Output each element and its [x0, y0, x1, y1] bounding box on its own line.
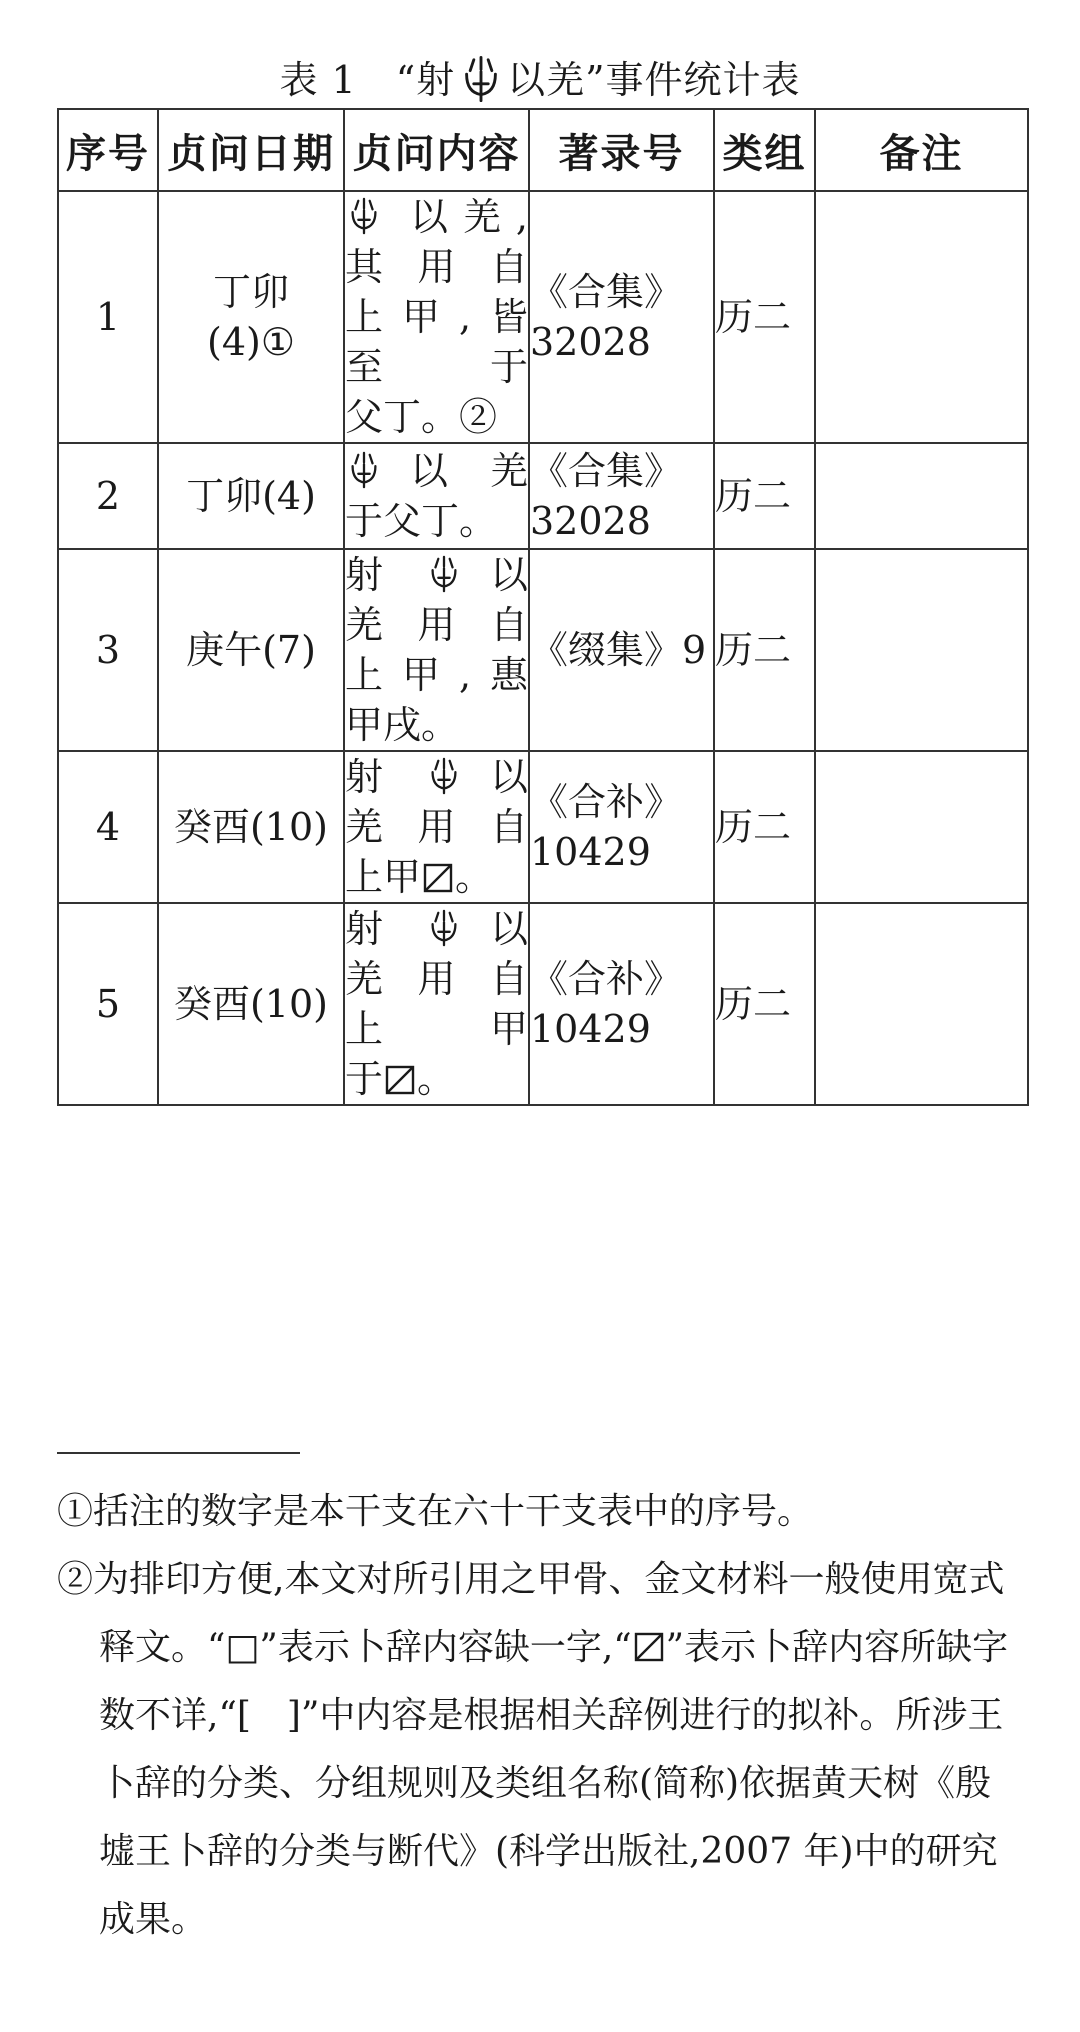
cell-note	[815, 443, 1028, 549]
cell-date	[158, 191, 344, 443]
content-line	[345, 550, 528, 600]
cell-seq	[58, 903, 158, 1105]
cell-date	[158, 903, 344, 1105]
content-text: 于	[345, 1057, 384, 1101]
cell-seq	[58, 549, 158, 751]
header-seq: 序号	[58, 109, 158, 191]
group-label: 历二	[715, 474, 792, 518]
content-text: 羌 用 自	[345, 603, 528, 647]
content-text: 羌 用 自	[345, 805, 528, 849]
lacuna-box-icon	[385, 1065, 415, 1095]
seq-number: 3	[95, 628, 121, 672]
reference-line: 10429	[530, 1007, 651, 1051]
seq-number: 2	[95, 474, 121, 518]
group-label: 历二	[715, 805, 792, 849]
cell-reference	[529, 549, 714, 751]
footnote-2-part-a: ②为排印方便,本文对所引用之甲骨、金文材料一般使用宽式释文。“□”表示卜辞内容缺一字,“	[57, 1559, 1005, 1668]
reference-line: 《合集》	[530, 449, 683, 493]
footnote-rule	[57, 1452, 300, 1454]
content-text: 父丁。②	[345, 395, 498, 439]
content-text: 。	[455, 855, 494, 899]
group-label: 历二	[715, 628, 792, 672]
content-text: 其 用 自	[345, 245, 528, 289]
footnote-2	[57, 1546, 1027, 1954]
cell-note	[815, 191, 1028, 443]
oracle-bone-character-icon	[425, 756, 463, 796]
oracle-bone-character-icon	[457, 55, 505, 103]
table-row	[58, 549, 1028, 751]
content-line	[345, 852, 528, 902]
content-line	[345, 496, 528, 546]
cell-note	[815, 751, 1028, 903]
cell-date	[158, 549, 344, 751]
content-line	[345, 904, 528, 954]
cell-group	[714, 751, 815, 903]
date-line: 丁卯(4)	[186, 474, 316, 518]
oracle-bone-character-icon	[345, 450, 383, 490]
content-text: 上 甲	[345, 1007, 528, 1051]
content-line	[345, 292, 528, 342]
content-text: 羌 用 自	[345, 957, 528, 1001]
content-line	[345, 392, 528, 442]
caption-suffix: 以羌”事件统计表	[507, 58, 801, 102]
table-row	[58, 751, 1028, 903]
cell-reference	[529, 443, 714, 549]
cell-content	[344, 549, 529, 751]
cell-seq	[58, 191, 158, 443]
seq-number: 5	[95, 982, 121, 1026]
reference-line: 10429	[530, 830, 651, 874]
header-content: 贞问内容	[344, 109, 529, 191]
date-line: 丁卯	[212, 270, 289, 314]
content-line	[345, 446, 528, 496]
content-line	[345, 192, 528, 242]
cell-seq	[58, 443, 158, 549]
reference-line: 32028	[530, 320, 651, 364]
table-row	[58, 443, 1028, 549]
content-line	[345, 242, 528, 292]
cell-content	[344, 903, 529, 1105]
content-line	[345, 700, 528, 750]
content-line	[345, 1054, 528, 1104]
cell-date	[158, 751, 344, 903]
reference-line: 《合补》	[530, 957, 683, 1001]
content-line	[345, 752, 528, 802]
content-text: 上甲,惠	[345, 653, 528, 697]
cell-reference	[529, 191, 714, 443]
content-text: 。	[417, 1057, 456, 1101]
seq-number: 4	[95, 805, 121, 849]
cell-group	[714, 549, 815, 751]
reference-line: 32028	[530, 499, 651, 543]
content-line	[345, 954, 528, 1004]
cell-group	[714, 191, 815, 443]
table-caption	[0, 52, 1080, 108]
content-text: 以	[489, 907, 528, 951]
header-note: 备注	[815, 109, 1028, 191]
header-date: 贞问日期	[158, 109, 344, 191]
content-line	[345, 600, 528, 650]
content-text: 甲戌。	[345, 703, 460, 747]
oracle-bone-character-icon	[345, 196, 383, 236]
table-body	[58, 191, 1028, 1105]
footnotes	[57, 1478, 1027, 1954]
content-line	[345, 342, 528, 392]
cell-group	[714, 443, 815, 549]
content-text: 射	[345, 553, 398, 597]
table-header-row	[58, 109, 1028, 191]
header-ref: 著录号	[529, 109, 714, 191]
content-text: 于父丁。	[345, 499, 498, 543]
content-text: 以 羌	[410, 449, 528, 493]
cell-content	[344, 443, 529, 549]
date-line: (4)①	[207, 320, 295, 364]
event-statistics-table	[57, 108, 1029, 1106]
table-row	[58, 191, 1028, 443]
reference-line: 《合补》	[530, 780, 683, 824]
content-text: 以	[489, 755, 528, 799]
oracle-bone-character-icon	[425, 554, 463, 594]
content-text: 至 于	[345, 345, 528, 389]
reference-line: 《缀集》9	[530, 628, 707, 672]
date-line: 庚午(7)	[186, 628, 316, 672]
header-group: 类组	[714, 109, 815, 191]
footnote-1: ①括注的数字是本干支在六十干支表中的序号。	[57, 1491, 814, 1532]
cell-content	[344, 191, 529, 443]
cell-group	[714, 903, 815, 1105]
content-text: 以羌,	[410, 195, 528, 239]
date-line: 癸酉(10)	[173, 805, 328, 849]
cell-reference	[529, 903, 714, 1105]
cell-content	[344, 751, 529, 903]
group-label: 历二	[715, 295, 792, 339]
cell-seq	[58, 751, 158, 903]
footnote-2-part-b: ”表示卜辞内容所缺字数不详,“[ ]”中内容是根据相关辞例进行的拟补。所涉王卜辞的分类、分组规则及类组名称(简称)依据黄天树《殷墟王卜辞的分类与断代》(科学出版社,2007 年)中的研究成果。	[99, 1627, 1009, 1940]
content-text: 以	[489, 553, 528, 597]
oracle-bone-character-icon	[425, 908, 463, 948]
date-line: 癸酉(10)	[173, 982, 328, 1026]
content-line	[345, 802, 528, 852]
content-text: 上甲,皆	[345, 295, 528, 339]
content-text: 射	[345, 907, 398, 951]
group-label: 历二	[715, 982, 792, 1026]
cell-note	[815, 903, 1028, 1105]
content-text: 射	[345, 755, 398, 799]
content-line	[345, 1004, 528, 1054]
cell-reference	[529, 751, 714, 903]
content-text: 上甲	[345, 855, 422, 899]
cell-date	[158, 443, 344, 549]
content-line	[345, 650, 528, 700]
table-row	[58, 903, 1028, 1105]
lacuna-box-icon	[423, 863, 453, 893]
seq-number: 1	[95, 295, 121, 339]
lacuna-box-icon	[634, 1632, 664, 1662]
reference-line: 《合集》	[530, 270, 683, 314]
cell-note	[815, 549, 1028, 751]
caption-prefix: 表 1 “射	[279, 58, 456, 102]
